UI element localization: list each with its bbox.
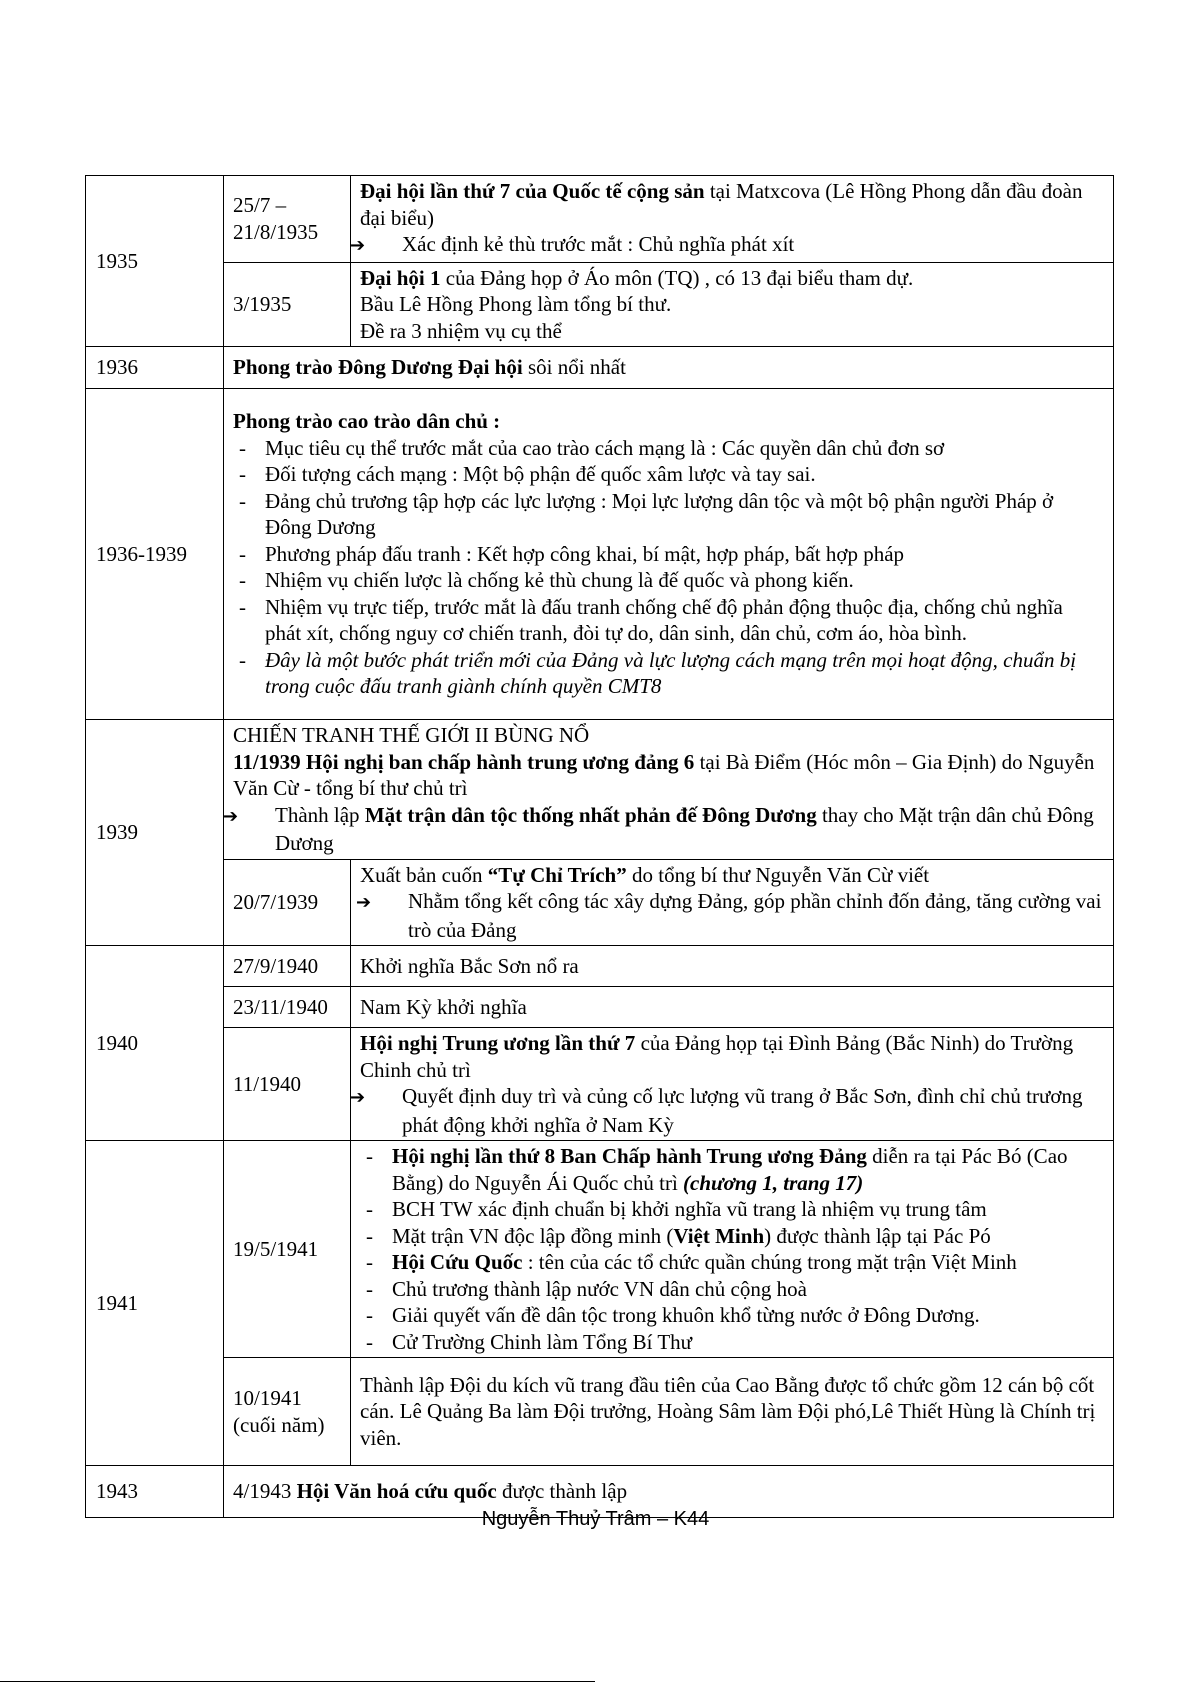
- event-text: sôi nổi nhất: [522, 355, 626, 380]
- list-item: - Phương pháp đấu tranh : Kết hợp công khai, bí mật, hợp pháp, bất hợp pháp: [233, 541, 1104, 568]
- event-cell: [224, 720, 1114, 860]
- list-item: [360, 1223, 1104, 1250]
- year-cell: 1936: [86, 347, 224, 389]
- event-title: Hội nghị Trung ương lần thứ 7: [360, 1031, 636, 1055]
- list-item: - Mục tiêu cụ thể trước mắt của cao trào cách mạng là : Các quyền dân chủ đơn sơ: [233, 435, 1104, 462]
- date-note: (cuối năm): [233, 1412, 325, 1437]
- year-cell: 1941: [86, 1141, 224, 1466]
- table-row: [86, 720, 1114, 860]
- event-heading: Phong trào cao trào dân chủ :: [233, 409, 501, 434]
- event-line: Đề ra 3 nhiệm vụ cụ thể: [360, 318, 562, 343]
- year-cell: 1943: [86, 1466, 224, 1518]
- arrow-text: Xác định kẻ thù trước mắt : Chủ nghĩa phát xít: [402, 232, 795, 256]
- table-row: [86, 262, 1114, 347]
- event-line: Bầu Lê Hồng Phong làm tổng bí thư.: [360, 292, 672, 316]
- arrow-line: [350, 231, 1104, 260]
- date-cell: 11/1940: [224, 1028, 351, 1141]
- reference-note: (chương 1, trang 17): [683, 1170, 864, 1195]
- event-title: 11/1939 Hội nghị ban chấp hành trung ương đảng 6: [233, 749, 695, 774]
- event-cell: Thành lập Đội du kích vũ trang đầu tiên của Cao Bằng được tổ chức gồm 12 cán bộ cốt cán. Lê Quảng Ba làm Đội trưởng, Hoàng Sâm làm Đội phó,Lê Thiết Hùng là Chính trị viên.: [351, 1358, 1114, 1466]
- table-row: [86, 1028, 1114, 1141]
- event-cell: [351, 176, 1114, 263]
- list-item: - BCH TW xác định chuẩn bị khởi nghĩa vũ trang là nhiệm vụ trung tâm: [360, 1196, 1104, 1223]
- list-item: - Cử Trường Chinh làm Tổng Bí Thư: [360, 1329, 1104, 1356]
- date-cell: 3/1935: [224, 262, 351, 347]
- arrow-line: [223, 802, 1104, 857]
- arrow-text: thay cho Mặt trận dân chủ Đông Dương: [275, 802, 1094, 855]
- event-title: Hội nghị lần thứ 8 Ban Chấp hành Trung ương Đảng: [392, 1144, 867, 1168]
- date-cell: 20/7/1939: [224, 859, 351, 946]
- date-cell: 27/9/1940: [224, 946, 351, 987]
- right-arrow-icon: ➔: [350, 1087, 366, 1108]
- date-cell: 25/7 – 21/8/1935: [224, 176, 351, 263]
- year-cell: 1935: [86, 176, 224, 347]
- timeline-table: [85, 175, 1114, 1518]
- table-row: [86, 176, 1114, 263]
- event-title: “Tự Chỉ Trích”: [487, 862, 627, 887]
- year-cell: 1940: [86, 946, 224, 1141]
- event-list: [360, 1143, 1104, 1355]
- list-item: - Đảng chủ trương tập hợp các lực lượng : Mọi lực lượng dân tộc và một bộ phận người Pháp ở Đông Dương: [233, 488, 1104, 541]
- event-text: tại Bà Điểm (Hóc môn – Gia Định) do Nguyễn Văn Cừ - tổng bí thư chủ trì: [233, 749, 1095, 800]
- event-text: tại Matxcova (Lê Hồng Phong dẫn đầu đoàn đại biểu): [360, 179, 1083, 230]
- list-item: - Nhiệm vụ trực tiếp, trước mắt là đấu tranh chống chế độ phản động thuộc địa, chống chủ nghĩa phát xít, chống nguy cơ chiến tranh, đòi tự do, dân sinh, dân chủ, cơm áo, hòa bình.: [233, 594, 1104, 647]
- right-arrow-icon: ➔: [223, 805, 239, 827]
- event-text: : tên của các tổ chức quần chúng trong mặt trận Việt Minh: [522, 1250, 1017, 1274]
- event-cell: [351, 1028, 1114, 1141]
- event-title: Đại hội lần thứ 7 của Quốc tế cộng sản: [360, 179, 705, 203]
- year-cell: 1939: [86, 720, 224, 946]
- event-text: của Đảng họp tại Đình Bảng (Bắc Ninh) do Trường Chinh chủ trì: [360, 1031, 1074, 1082]
- event-text: Mặt trận VN độc lập đồng minh (: [392, 1223, 674, 1248]
- event-text: Xuất bản cuốn: [360, 862, 488, 887]
- list-item: - Nhiệm vụ chiến lược là chống kẻ thù chung là đế quốc và phong kiến.: [233, 567, 1104, 594]
- list-item: - Đối tượng cách mạng : Một bộ phận đế quốc xâm lược và tay sai.: [233, 461, 1104, 488]
- event-list: [233, 435, 1104, 700]
- event-heading: CHIẾN TRANH THẾ GIỚI II BÙNG NỔ: [233, 723, 590, 747]
- event-title: Đại hội 1: [360, 265, 441, 290]
- arrow-text: Quyết định duy trì và củng cố lực lượng vũ trang ở Bắc Sơn, đình chỉ chủ trương phát động khởi nghĩa ở Nam Kỳ: [402, 1084, 1083, 1137]
- event-cell: Khởi nghĩa Bắc Sơn nổ ra: [351, 946, 1114, 987]
- event-text: của Đảng họp ở Áo môn (TQ) , có 13 đại biểu tham dự.: [440, 265, 914, 290]
- bottom-divider: [0, 1681, 595, 1682]
- event-text: 4/1943: [233, 1479, 297, 1504]
- event-text: diễn ra tại Pác Bó (Cao Bằng) do Nguyễn Ái Quốc chủ trì: [392, 1144, 1068, 1195]
- table-row: [86, 946, 1114, 987]
- event-text: được thành lập: [496, 1479, 628, 1504]
- event-text: do tổng bí thư Nguyễn Văn Cừ viết: [626, 862, 930, 887]
- event-cell: [224, 347, 1114, 389]
- arrow-line: [356, 888, 1104, 943]
- list-item: [360, 1143, 1104, 1196]
- list-item: - Giải quyết vấn đề dân tộc trong khuôn khổ từng nước ở Đông Dương.: [360, 1302, 1104, 1329]
- arrow-line: [350, 1083, 1104, 1138]
- right-arrow-icon: ➔: [356, 892, 372, 913]
- event-cell: [351, 859, 1114, 946]
- event-text: ) được thành lập tại Pác Pó: [764, 1223, 991, 1248]
- table-row: [86, 987, 1114, 1028]
- event-cell: [224, 389, 1114, 720]
- table-row: [86, 389, 1114, 720]
- event-cell: [351, 262, 1114, 347]
- list-item: - Chủ trương thành lập nước VN dân chủ cộng hoà: [360, 1276, 1104, 1303]
- table-row: [86, 1358, 1114, 1466]
- event-title: Hội Cứu Quốc: [392, 1250, 523, 1274]
- event-title: Hội Văn hoá cứu quốc: [296, 1479, 497, 1504]
- date-cell: 19/5/1941: [224, 1141, 351, 1358]
- year-cell: 1936-1939: [86, 389, 224, 720]
- arrow-text: Nhằm tổng kết công tác xây dựng Đảng, góp phần chỉnh đốn đảng, tăng cường vai trò của Đảng: [408, 889, 1102, 942]
- table-row: [86, 347, 1114, 389]
- event-title: Phong trào Đông Dương Đại hội: [233, 355, 523, 380]
- table-row: [86, 859, 1114, 946]
- list-item: - Đây là một bước phát triển mới của Đảng và lực lượng cách mạng trên mọi hoạt động, chuẩn bị trong cuộc đấu tranh giành chính quyền CMT8: [233, 647, 1104, 700]
- event-title: Việt Minh: [673, 1223, 765, 1248]
- date-cell: 23/11/1940: [224, 987, 351, 1028]
- event-cell: Nam Kỳ khởi nghĩa: [351, 987, 1114, 1028]
- date-text: 10/1941: [233, 1386, 302, 1410]
- right-arrow-icon: ➔: [350, 235, 366, 256]
- page-footer: Nguyễn Thuỷ Trâm – K44: [481, 1508, 710, 1530]
- table-row: [86, 1141, 1114, 1358]
- date-cell: [224, 1358, 351, 1466]
- arrow-text-bold: Mặt trận dân tộc thống nhất phản đế Đông Dương: [364, 802, 817, 827]
- arrow-text: Thành lập: [275, 802, 365, 827]
- event-cell: [351, 1141, 1114, 1358]
- list-item: [360, 1249, 1104, 1276]
